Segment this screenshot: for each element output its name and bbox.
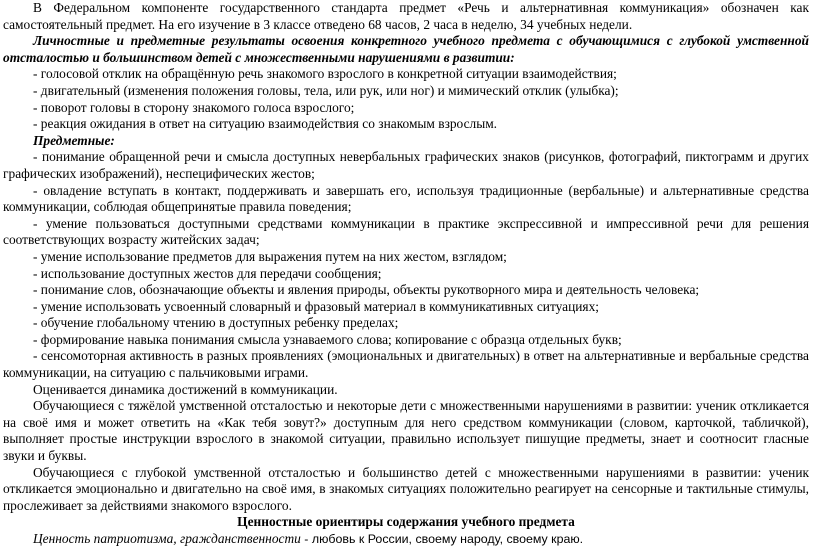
list-item: - умение использование предметов для выражения путем на них жестом, взглядом; <box>33 248 507 264</box>
subject-results-list <box>3 149 809 381</box>
list-item: - поворот головы в сторону знакомого голоса взрослого; <box>33 99 355 115</box>
list-item: - двигательный (изменения положения головы, тела, или рук, или ног) и мимический отклик (улыбка); <box>33 82 619 98</box>
patriotism-term: Ценность патриотизма, гражданственности <box>33 531 301 546</box>
list-item: - реакция ожидания в ответ на ситуацию взаимодействия со знакомым взрослым. <box>33 116 498 132</box>
list-item: - понимание обращенной речи и смысла доступных невербальных графических знаков (рисунков, фотографий, пиктограмм и других графических изображений), неспецифических жестов; <box>3 149 809 181</box>
list-item: - понимание слов, обозначающие объекты и явления природы, объекты рукотворного мира и деятельность человека; <box>33 282 700 298</box>
patriotism-line <box>3 531 809 548</box>
list-item: - голосовой отклик на обращённую речь знакомого взрослого в конкретной ситуации взаимодействия; <box>33 66 617 82</box>
list-item: - использование доступных жестов для передачи сообщения; <box>33 265 382 281</box>
list-item: - обучение глобальному чтению в доступных ребенку пределах; <box>33 315 399 331</box>
personal-results-heading: Личностные и предметные результаты освоения конкретного учебного предмета с обучающимися с глубокой умственной отсталостью и большинством детей с множественными нарушениями в развитии: <box>3 33 809 65</box>
deep-disability-paragraph: Обучающиеся с глубокой умственной отсталостью и большинство детей с множественными нарушениями в развитии: ученик откликается эмоционально и двигательно на своё имя, в знакомых ситуациях положительно реагирует на сенсорные и тактильные стимулы, прослеживает за действиями знакомого взрослого. <box>3 464 809 513</box>
severe-disability-paragraph: Обучающиеся с тяжёлой умственной отсталостью и некоторые дети с множественными нарушениями в развитии: ученик откликается на своё имя и может ответить на «Как тебя зовут?» доступным для него средством коммуникации (словом, карточкой, табличкой), выполняет простые инструкции взрослого в знакомой ситуации, правильно использует пишущие предметы, знает и соотносит гласные звуки и буквы. <box>3 398 809 464</box>
list-item: - овладение вступать в контакт, поддерживать и завершать его, используя традиционные (вербальные) и альтернативные средства коммуникации, соблюдая общепринятые правила поведения; <box>3 182 809 215</box>
subject-results-heading: Предметные: <box>33 132 115 148</box>
personal-results-list <box>3 66 809 132</box>
list-item: - умение пользоваться доступными средствами коммуникации в практике экспрессивной и импрессивной речи для решения соответствующих возрасту житейских задач; <box>3 215 809 248</box>
dynamics-paragraph: Оценивается динамика достижений в коммуникации. <box>33 381 338 397</box>
patriotism-definition: - любовь к России, своему народу, своему краю. <box>300 532 584 546</box>
list-item: - умение использовать усвоенный словарный и фразовый материал в коммуникативных ситуациях; <box>33 298 600 314</box>
list-item: - сенсомоторная активность в разных проявлениях (эмоциональных и двигательных) в ответ на альтернативные и вербальные средства коммуникации, на ситуацию с пальчиковыми играми. <box>3 348 809 381</box>
list-item: - формирование навыка понимания смысла узнаваемого слова; копирование с образца отдельных букв; <box>33 331 622 347</box>
intro-paragraph: В Федеральном компоненте государственного стандарта предмет «Речь и альтернативная коммуникация» обозначен как самостоятельный предмет. На его изучение в 3 классе отведено 68 часов, 2 часа в неделю, 34 учебных недели. <box>3 0 809 32</box>
values-heading: Ценностные ориентиры содержания учебного предмета <box>237 514 575 530</box>
